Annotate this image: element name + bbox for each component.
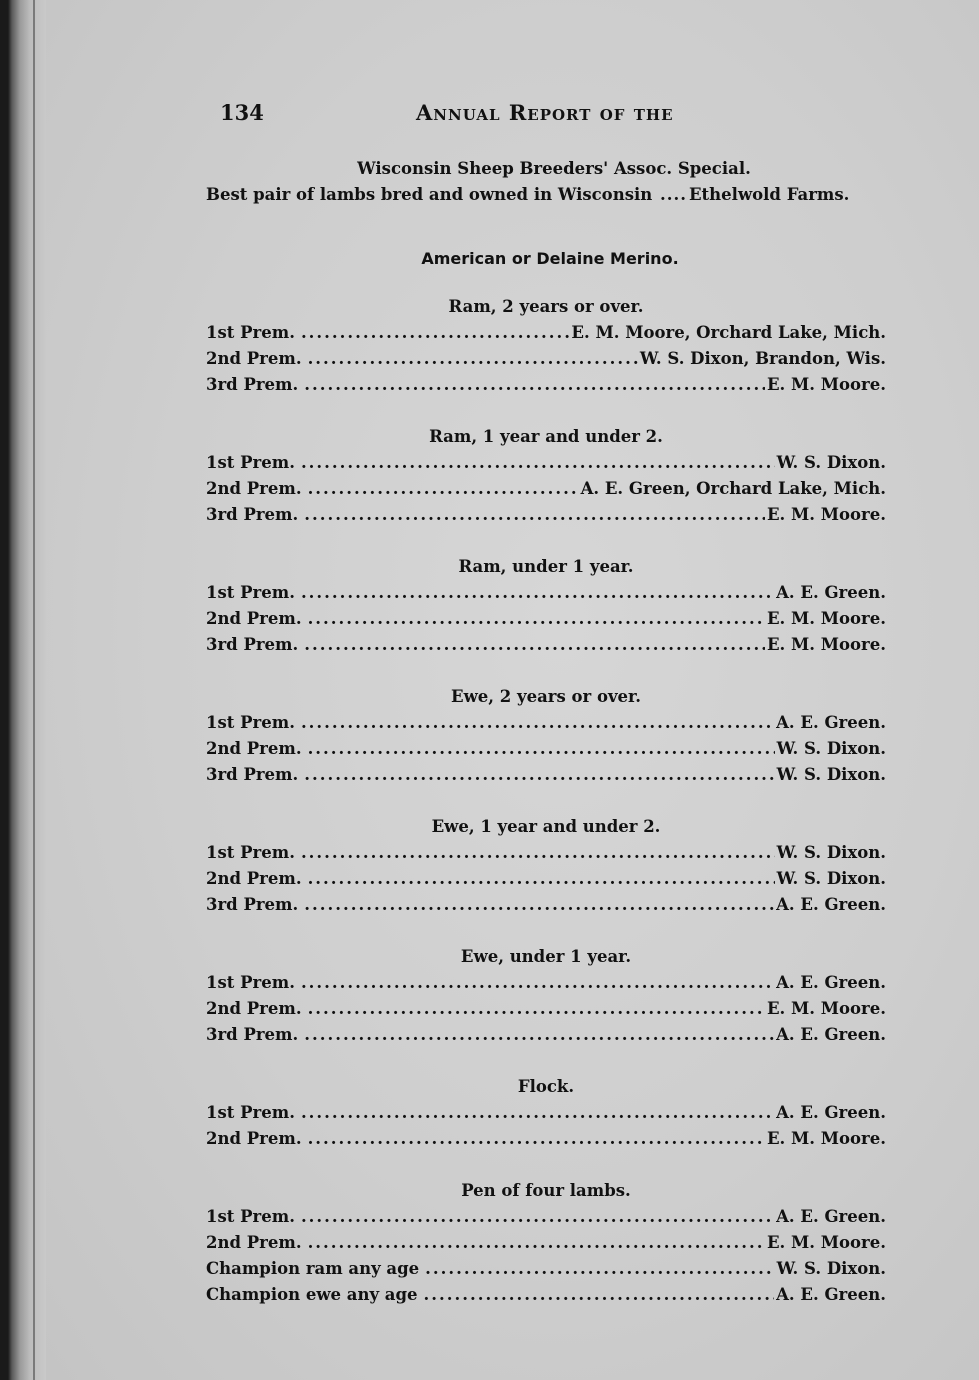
award-row	[206, 762, 886, 788]
dot-leader	[308, 606, 765, 632]
award-winner: A. E. Green.	[776, 1207, 886, 1226]
dot-leader	[304, 502, 765, 528]
award-label: 2nd Prem.	[206, 869, 302, 888]
award-label: 1st Prem.	[206, 713, 295, 732]
award-winner: W. S. Dixon.	[776, 453, 886, 472]
book-binding-edge	[0, 0, 46, 1380]
award-winner: E. M. Moore.	[766, 999, 886, 1018]
award-row	[206, 1126, 886, 1152]
award-row	[206, 1100, 886, 1126]
award-label: 2nd Prem.	[206, 1233, 302, 1252]
award-winner: A. E. Green.	[776, 583, 886, 602]
dot-leader	[425, 1256, 774, 1282]
dot-leader	[308, 866, 775, 892]
award-label: Champion ewe any age	[206, 1285, 418, 1304]
breed-title: American or Delaine Merino.	[421, 249, 679, 268]
dot-leader	[301, 970, 774, 996]
award-winner: A. E. Green.	[776, 1103, 886, 1122]
award-row	[206, 736, 886, 762]
award-row	[206, 866, 886, 892]
section-title: Ram, 1 year and under 2.	[429, 427, 663, 446]
award-row	[206, 580, 886, 606]
award-row	[206, 632, 886, 658]
award-label: 1st Prem.	[206, 583, 295, 602]
section-title: Pen of four lambs.	[461, 1181, 631, 1200]
award-winner: W. S. Dixon.	[776, 869, 886, 888]
award-label: 3rd Prem.	[206, 635, 299, 654]
award-winner: A. E. Green.	[776, 1025, 886, 1044]
page-number: 134	[220, 100, 264, 125]
award-winner: E. M. Moore.	[766, 1233, 886, 1252]
award-winner: E. M. Moore.	[766, 375, 886, 394]
dot-leader	[301, 320, 569, 346]
award-winner: E. M. Moore.	[766, 609, 886, 628]
award-row	[206, 320, 886, 346]
dot-leader	[424, 1282, 775, 1308]
dot-leader	[304, 1022, 774, 1048]
running-head: Annual Report of the	[416, 100, 674, 125]
dot-leader	[301, 1204, 774, 1230]
award-label: 1st Prem.	[206, 1103, 295, 1122]
section-title: Ewe, 2 years or over.	[451, 687, 641, 706]
special-award-description	[206, 182, 886, 208]
dot-leader	[301, 840, 775, 866]
dot-leader	[304, 762, 774, 788]
book-page	[46, 0, 979, 1380]
award-winner: A. E. Green.	[776, 895, 886, 914]
section-title: Ram, 2 years or over.	[448, 297, 644, 316]
award-winner: A. E. Green.	[776, 973, 886, 992]
section-title: Flock.	[517, 1077, 575, 1096]
award-winner: A. E. Green, Orchard Lake, Mich.	[580, 479, 886, 498]
special-award-leader: ....	[660, 185, 687, 204]
award-label: 2nd Prem.	[206, 349, 302, 368]
award-row	[206, 1282, 886, 1308]
award-label: 1st Prem.	[206, 973, 295, 992]
award-sections	[206, 294, 886, 1308]
award-label: 2nd Prem.	[206, 479, 302, 498]
award-row	[206, 1230, 886, 1256]
award-label: 1st Prem.	[206, 453, 295, 472]
dot-leader	[304, 892, 774, 918]
award-winner: W. S. Dixon.	[776, 843, 886, 862]
award-label: 3rd Prem.	[206, 895, 299, 914]
award-winner: W. S. Dixon, Brandon, Wis.	[639, 349, 886, 368]
award-row	[206, 840, 886, 866]
dot-leader	[301, 450, 775, 476]
award-winner: W. S. Dixon.	[776, 1259, 886, 1278]
award-row	[206, 346, 886, 372]
award-row	[206, 502, 886, 528]
award-label: 3rd Prem.	[206, 375, 299, 394]
dot-leader	[304, 372, 765, 398]
award-row	[206, 372, 886, 398]
award-label: 3rd Prem.	[206, 765, 299, 784]
award-label: 2nd Prem.	[206, 739, 302, 758]
award-row	[206, 710, 886, 736]
award-winner: A. E. Green.	[776, 713, 886, 732]
dot-leader	[308, 476, 579, 502]
award-label: 1st Prem.	[206, 323, 295, 342]
page-header	[220, 100, 740, 130]
dot-leader	[308, 736, 775, 762]
award-row	[206, 1022, 886, 1048]
dot-leader	[308, 1230, 765, 1256]
special-award-description-text: Best pair of lambs bred and owned in Wisconsin	[206, 185, 653, 204]
section-title: Ewe, 1 year and under 2.	[431, 817, 661, 836]
award-row	[206, 450, 886, 476]
award-row	[206, 476, 886, 502]
dot-leader	[308, 996, 765, 1022]
dot-leader	[308, 346, 638, 372]
award-winner: E. M. Moore, Orchard Lake, Mich.	[571, 323, 886, 342]
dot-leader	[301, 710, 774, 736]
award-label: 1st Prem.	[206, 1207, 295, 1226]
award-winner: E. M. Moore.	[766, 505, 886, 524]
award-label: 3rd Prem.	[206, 1025, 299, 1044]
award-row	[206, 970, 886, 996]
award-winner: E. M. Moore.	[766, 635, 886, 654]
award-row	[206, 1256, 886, 1282]
award-row	[206, 1204, 886, 1230]
section-title: Ram, under 1 year.	[458, 557, 634, 576]
dot-leader	[301, 580, 774, 606]
award-winner: W. S. Dixon.	[776, 765, 886, 784]
page-content	[206, 156, 886, 1308]
dot-leader	[301, 1100, 774, 1126]
special-award-title: Wisconsin Sheep Breeders' Assoc. Special.	[357, 159, 751, 178]
award-row	[206, 606, 886, 632]
special-award-winner: Ethelwold Farms.	[688, 185, 850, 204]
award-label: 1st Prem.	[206, 843, 295, 862]
award-winner: E. M. Moore.	[766, 1129, 886, 1148]
award-row	[206, 892, 886, 918]
award-label: Champion ram any age	[206, 1259, 420, 1278]
dot-leader	[304, 632, 765, 658]
dot-leader	[308, 1126, 765, 1152]
award-winner: W. S. Dixon.	[776, 739, 886, 758]
award-label: 2nd Prem.	[206, 999, 302, 1018]
award-label: 3rd Prem.	[206, 505, 299, 524]
award-label: 2nd Prem.	[206, 1129, 302, 1148]
award-label: 2nd Prem.	[206, 609, 302, 628]
award-winner: A. E. Green.	[776, 1285, 886, 1304]
special-award-entry	[206, 182, 886, 208]
award-row	[206, 996, 886, 1022]
section-title: Ewe, under 1 year.	[460, 947, 632, 966]
